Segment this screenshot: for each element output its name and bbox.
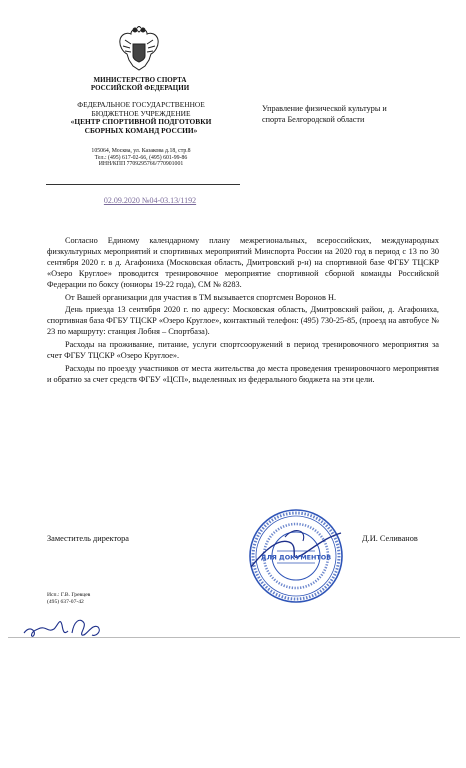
org-line-3: «ЦЕНТР СПОРТИВНОЙ ПОДГОТОВКИ: [70, 117, 212, 127]
body-paragraph-1: Согласно Единому календарному плану межрегиональных, всероссийских, международных физкультурных мероприятий и спортивных мероприятий Минспорта России на 2020 год в период с 13 по 30 сентября 2020 г. в д. Агафониха (Московская область, Дмитровский р-н) на спортивной базе ФГБУ ТЦСКР «Озеро Круглое» проводится тренировочное мероприятие спортивной сборной команды Российской Федерации по боксу (юниоры 19-22 года), СМ № 8283.: [47, 236, 439, 289]
organization-address: [60, 148, 222, 168]
ministry-name: [60, 76, 220, 92]
document-number-text: 02.09.2020 №04-03.13/1192: [103, 196, 197, 205]
official-stamp-icon: [247, 507, 345, 605]
executor-info: [47, 592, 90, 606]
ministry-line-1: МИНИСТЕРСТВО СПОРТА: [93, 76, 187, 84]
body-paragraph-2: От Вашей организации для участия в ТМ вызывается спортсмен Воронов Н.: [65, 292, 337, 302]
recipient-line-1: Управление физической культуры и: [262, 104, 387, 113]
stamp-center-text: ДЛЯ ДОКУМЕНТОВ: [260, 553, 332, 562]
ministry-line-2: РОССИЙСКОЙ ФЕДЕРАЦИИ: [90, 84, 190, 92]
signatory-name: Д.И. Селиванов: [362, 534, 418, 543]
org-line-2: БЮДЖЕТНОЕ УЧРЕЖДЕНИЕ: [91, 108, 191, 118]
signatory-position: Заместитель директора: [47, 534, 129, 543]
recipient-block: [262, 103, 437, 125]
executor-phone: (495) 637-07-42: [47, 599, 84, 605]
executor-name: Исп.: Г.В. Гревцев: [47, 592, 91, 598]
document-number: [70, 196, 230, 205]
body-paragraph-3: День приезда 13 сентября 2020 г. по адресу: Московская область, Дмитровский район, д. Агафониха, спортивная база ФГБУ ТЦСКР «Озеро Круглое», контактный телефон: (495) 730-25-85, (проезд на автобусе № 23 по маршруту: станция Лобня – Спортбаза).: [47, 305, 439, 337]
footer-divider: [8, 637, 460, 638]
address-inn: ИНН/КПП 7709295766/770901001: [98, 161, 184, 168]
address-phone: Тел.: (495) 617-02-66, (495) 601-99-86: [94, 154, 188, 161]
recipient-line-2: спорта Белгородской области: [262, 115, 365, 124]
header-divider: [46, 184, 240, 185]
letter-body: [47, 236, 439, 388]
address-line-1: 105064, Москва, ул. Казакова д.18, стр.8: [91, 148, 191, 154]
org-line-1: ФЕДЕРАЛЬНОЕ ГОСУДАРСТВЕННОЕ: [77, 100, 205, 109]
body-paragraph-4: Расходы на проживание, питание, услуги спортсооружений в период тренировочного мероприятия за счет ФГБУ ТЦСКР «Озеро Круглое».: [47, 340, 439, 361]
org-line-4: СБОРНЫХ КОМАНД РОССИИ»: [84, 125, 198, 135]
body-paragraph-5: Расходы по проезду участников от места жительства до места проведения тренировочного мероприятия и обратно за счет средств ФГБУ «ЦСП», выделенных из федерального бюджета на эти цели.: [47, 363, 439, 384]
organization-name: [52, 101, 230, 135]
coat-of-arms-icon: [117, 26, 161, 72]
